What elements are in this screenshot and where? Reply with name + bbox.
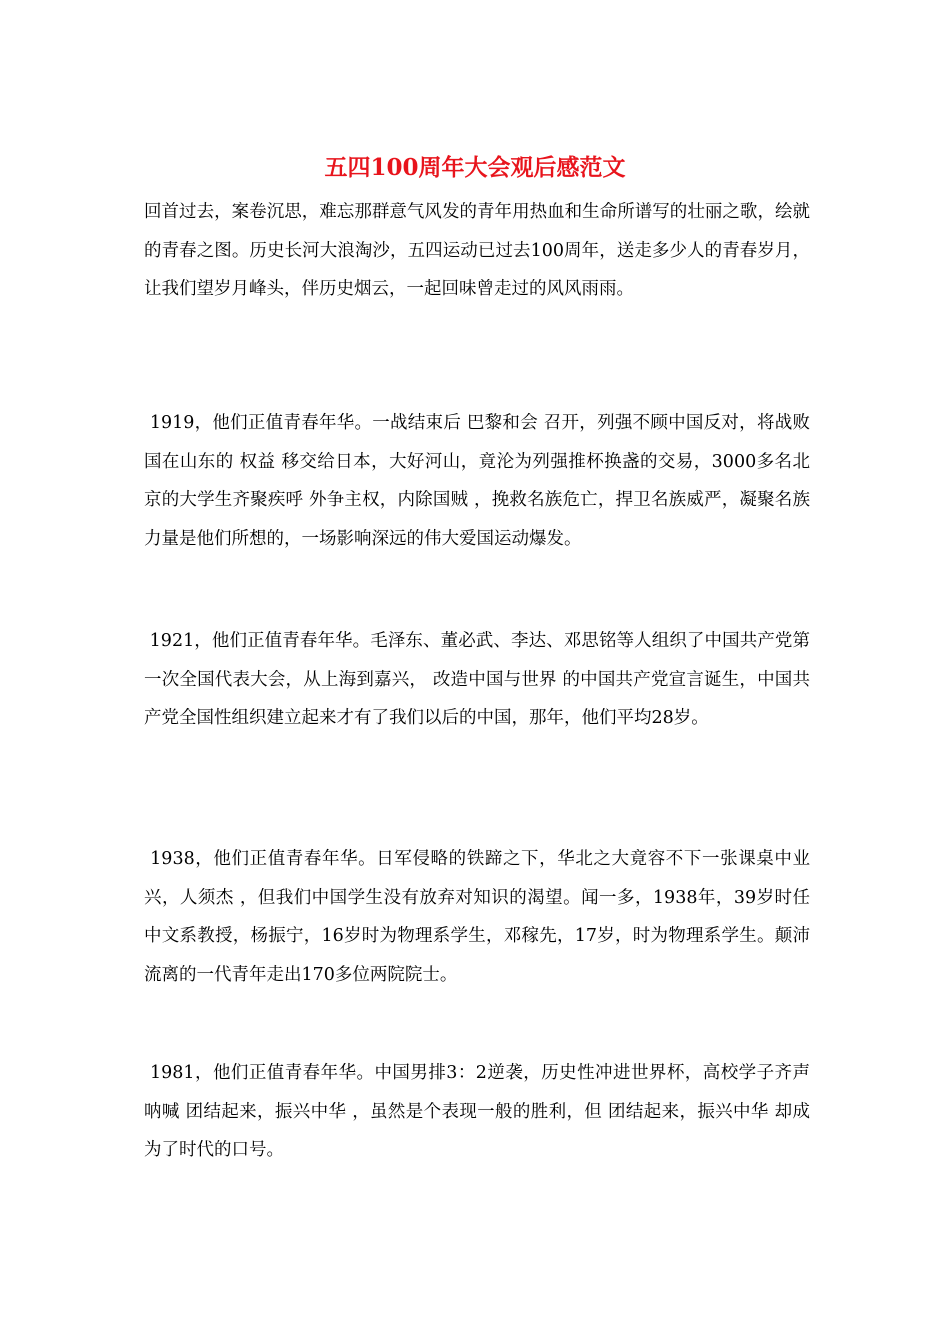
paragraph-1981: 1981，他们正值青春年华。中国男排3：2逆袭，历史性冲进世界杯，高校学子齐声呐喊 团结起来，振兴中华 ，虽然是个表现一般的胜利，但 团结起来，振兴中华 却成为了时代的口号。	[144, 1063, 810, 1160]
paragraph-1921: 1921，他们正值青春年华。毛泽东、董必武、李达、邓思铭等人组织了中国共产党第一次全国代表大会，从上海到嘉兴， 改造中国与世界 的中国共产党宣言诞生，中国共产党全国性组织建立起来才有了我们以后的中国，那年，他们平均28岁。	[144, 631, 810, 728]
document-title: 五四100周年大会观后感范文	[324, 154, 626, 181]
paragraph-intro: 回首过去，案卷沉思，难忘那群意气风发的青年用热血和生命所谱写的壮丽之歌，绘就的青春之图。历史长河大浪淘沙，五四运动已过去100周年，送走多少人的青春岁月，让我们望岁月峰头，伴历史烟云，一起回味曾走过的风风雨雨。	[144, 202, 810, 299]
paragraph-1919: 1919，他们正值青春年华。一战结束后 巴黎和会 召开，列强不顾中国反对，将战败国在山东的 权益 移交给日本，大好河山，竟沦为列强推杯换盏的交易，3000多名北京的大学生齐聚疾呼 外争主权，内除国贼 ，挽救名族危亡，捍卫名族威严，凝聚名族力量是他们所想的，一场影响深远的伟大爱国运动爆发。	[144, 413, 810, 549]
paragraph-1938: 1938，他们正值青春年华。日军侵略的铁蹄之下，华北之大竟容不下一张课桌中业兴，人须杰 ，但我们中国学生没有放弃对知识的渴望。闻一多，1938年，39岁时任中文系教授，杨振宁，16岁时为物理系学生，邓稼先，17岁，时为物理系学生。颠沛流离的一代青年走出170多位两院院士。	[144, 849, 810, 985]
